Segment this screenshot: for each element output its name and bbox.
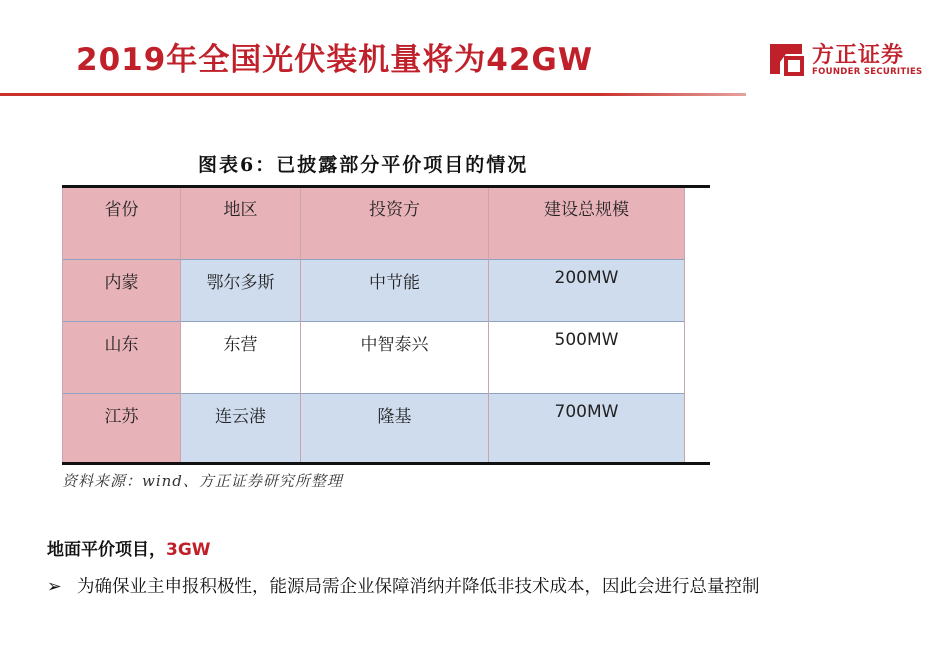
founder-logo xyxy=(766,38,926,83)
table-row xyxy=(63,322,685,394)
bullet-arrow-icon: ➢ xyxy=(47,577,62,597)
cell-investor: 中智泰兴 xyxy=(301,322,489,394)
subhead-label: 地面平价项目， xyxy=(47,540,166,560)
cell-capacity: 200MW xyxy=(489,260,685,322)
column-header-investor: 投资方 xyxy=(301,188,489,260)
table-header-row xyxy=(63,188,685,260)
cell-province: 山东 xyxy=(63,322,181,394)
cell-capacity: 500MW xyxy=(489,322,685,394)
bullet-item xyxy=(47,573,760,598)
cell-capacity: 700MW xyxy=(489,394,685,466)
table-row xyxy=(63,260,685,322)
cell-investor: 中节能 xyxy=(301,260,489,322)
section-subhead xyxy=(47,535,211,560)
subhead-value: 3GW xyxy=(166,540,211,560)
cell-province: 内蒙 xyxy=(63,260,181,322)
title-divider xyxy=(0,93,746,96)
bullet-text: 为确保业主申报积极性，能源局需企业保障消纳并降低非技术成本，因此会进行总量控制 xyxy=(77,577,760,597)
cell-region: 东营 xyxy=(181,322,301,394)
projects-table xyxy=(62,188,685,465)
cell-region: 鄂尔多斯 xyxy=(181,260,301,322)
cell-investor: 隆基 xyxy=(301,394,489,466)
slide-title: 2019年全国光伏装机量将为42GW xyxy=(76,42,594,78)
figure-source: 资料来源：wind、方正证券研究所整理 xyxy=(62,472,343,490)
cell-province: 江苏 xyxy=(63,394,181,466)
founder-logo-icon xyxy=(766,38,806,78)
column-header-province: 省份 xyxy=(63,188,181,260)
logo-text-cn: 方正证券 xyxy=(812,43,905,68)
cell-region: 连云港 xyxy=(181,394,301,466)
column-header-capacity: 建设总规模 xyxy=(489,188,685,260)
logo-text-en: FOUNDER SECURITIES xyxy=(812,67,923,77)
table-row xyxy=(63,394,685,466)
column-header-region: 地区 xyxy=(181,188,301,260)
figure-title: 图表6：已披露部分平价项目的情况 xyxy=(198,154,529,176)
table-bottom-rule xyxy=(62,462,710,465)
